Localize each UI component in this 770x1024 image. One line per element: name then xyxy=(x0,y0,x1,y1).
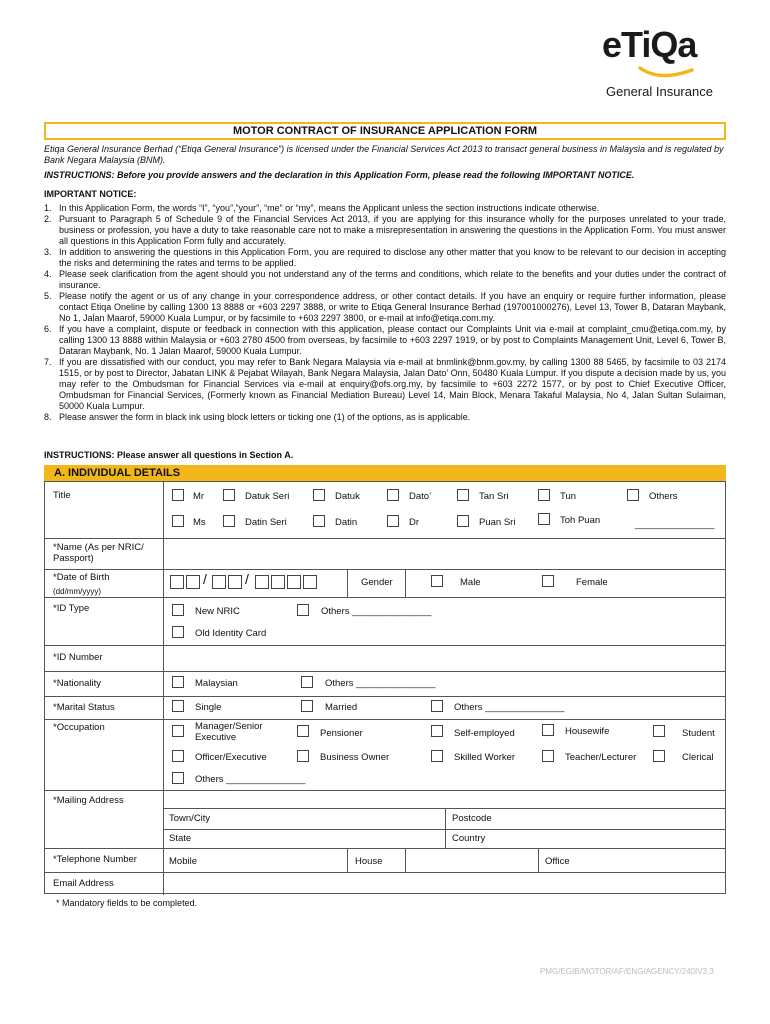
occupation-option: Officer/Executive xyxy=(195,752,267,763)
dob-day-box[interactable] xyxy=(186,575,200,589)
title-dr-checkbox[interactable] xyxy=(387,515,399,527)
title-option: Datuk Seri xyxy=(245,491,290,502)
marital-married-checkbox[interactable] xyxy=(301,700,313,712)
id-number-label: *ID Number xyxy=(53,652,103,663)
title-option: Datuk xyxy=(335,491,360,502)
mandatory-footnote: * Mandatory fields to be completed. xyxy=(56,898,198,908)
title-option: Tun xyxy=(560,491,577,502)
gender-option: Female xyxy=(576,577,608,588)
nationality-others-checkbox[interactable] xyxy=(301,676,313,688)
dob-month-box[interactable] xyxy=(212,575,226,589)
marital-option: Others _______________ xyxy=(454,702,565,713)
individual-details-form xyxy=(44,481,726,894)
instruction-notice: INSTRUCTIONS: Before you provide answers and the declaration in this Application Form, please read the following IMPORTANT NOTICE. xyxy=(44,170,635,180)
notice-item: 7. If you are dissatisfied with our conduct, you may refer to Bank Negara Malaysia via e-mail at bnmlink@bnm.gov.my, by calling 1300 88 5465, by facsimile to 03 2174 1515, or by post to Director, Jabatan LINK & Pejabat Wilayah, Bank Negara Malaysia, Jalan Dato’ Onn, 50480 Kuala Lumpur. If you dispute a decision made by us, you may refer to the Ombudsman for Financial Services via e-mail at enquiry@ofs.org.my, by facsimile to +603 2272 1577, or by post to Chief Executive Officer, Ombudsman for Financial Services, (Formerly known as Financial Mediation Bureau) Level 14, Main Block, Menara Takaful Malaysia, No 4, Jalan Sultan Sulaiman, 50000 Kuala Lumpur. xyxy=(44,357,726,411)
occupation-label: *Occupation xyxy=(53,722,105,733)
occupation-pensioner-checkbox[interactable] xyxy=(297,725,309,737)
occupation-officer-checkbox[interactable] xyxy=(172,750,184,762)
mailing-label: *Mailing Address xyxy=(53,795,124,806)
nationality-option: Malaysian xyxy=(195,678,238,689)
occupation-option: Housewife xyxy=(565,726,610,737)
logo-wordmark: eTiQa xyxy=(602,24,697,65)
title-option: Mr xyxy=(193,491,205,502)
id-new-nric-checkbox[interactable] xyxy=(172,604,184,616)
nationality-malaysian-checkbox[interactable] xyxy=(172,676,184,688)
form-title: MOTOR CONTRACT OF INSURANCE APPLICATION FORM xyxy=(44,122,726,140)
title-toh-puan-checkbox[interactable] xyxy=(538,513,550,525)
name-input[interactable] xyxy=(164,539,726,568)
occupation-teacher-checkbox[interactable] xyxy=(542,750,554,762)
logo-swoosh-icon xyxy=(600,64,720,84)
house-label: House xyxy=(355,856,383,867)
section-a-header: A. INDIVIDUAL DETAILS xyxy=(44,465,726,481)
occupation-self-employed-checkbox[interactable] xyxy=(431,725,443,737)
title-others-field[interactable]: _______________ xyxy=(635,519,715,530)
dob-separator: / xyxy=(245,571,249,587)
state-label: State xyxy=(169,833,192,844)
title-option: Datin Seri xyxy=(245,517,287,528)
notice-item: 5. Please notify the agent or us of any change in your correspondence address, or other contact details. If you have an enquiry or require further information, please contact Etiqa Oneline by calling 1300 13 8888 or +603 2297 3888, or write to Etiqa General Insurance Berhad (197001000276), Level 13, Tower B, Dataran Maybank, No 1, Jalan Maarof, 59000 Kuala Lumpur, or by facsimile to +603 2297 3800, or e-mail at info@etiqa.com.my. xyxy=(44,291,726,323)
gender-female-checkbox[interactable] xyxy=(542,575,554,587)
nationality-option: Others _______________ xyxy=(325,678,436,689)
occupation-option: Others _______________ xyxy=(195,774,306,785)
dob-year-box[interactable] xyxy=(271,575,285,589)
marital-others-checkbox[interactable] xyxy=(431,700,443,712)
id-type-label: *ID Type xyxy=(53,603,90,614)
dob-year-box[interactable] xyxy=(303,575,317,589)
occupation-skilled-worker-checkbox[interactable] xyxy=(431,750,443,762)
dob-separator: / xyxy=(203,571,207,587)
marital-label: *Marital Status xyxy=(53,702,115,713)
dob-label: *Date of Birth xyxy=(53,572,110,583)
notice-list xyxy=(44,203,726,423)
occupation-business-owner-checkbox[interactable] xyxy=(297,750,309,762)
gender-label: Gender xyxy=(361,577,393,588)
name-label: *Name (As per NRIC/ Passport) xyxy=(53,542,144,564)
title-mr-checkbox[interactable] xyxy=(172,489,184,501)
title-option: Dato’ xyxy=(409,491,432,502)
title-option: Dr xyxy=(409,517,420,528)
title-ms-checkbox[interactable] xyxy=(172,515,184,527)
occupation-option: Business Owner xyxy=(320,752,390,763)
gender-option: Male xyxy=(460,577,481,588)
title-option: Ms xyxy=(193,517,206,528)
id-number-input[interactable] xyxy=(164,646,726,670)
marital-single-checkbox[interactable] xyxy=(172,700,184,712)
title-option: Datin xyxy=(335,517,358,528)
title-datin-checkbox[interactable] xyxy=(313,515,325,527)
notice-heading: IMPORTANT NOTICE: xyxy=(44,189,137,199)
id-others-checkbox[interactable] xyxy=(297,604,309,616)
dob-format: (dd/mm/yyyy) xyxy=(53,587,101,596)
dob-day-box[interactable] xyxy=(170,575,184,589)
id-type-option: Old Identity Card xyxy=(195,628,267,639)
document-code: PMG/EGIB/MOTOR/AF/ENG/AGENCY/240IV3.3 xyxy=(540,967,714,976)
telephone-label: *Telephone Number xyxy=(53,854,137,865)
title-tan-sri-checkbox[interactable] xyxy=(457,489,469,501)
occupation-option: Student xyxy=(682,728,715,739)
dob-month-box[interactable] xyxy=(228,575,242,589)
title-dato-checkbox[interactable] xyxy=(387,489,399,501)
title-label: Title xyxy=(53,490,71,501)
notice-item: 2. Pursuant to Paragraph 5 of Schedule 9 of the Financial Services Act 2013, if you are applying for this insurance wholly for the purposes unrelated to your trade, business or profession, you have a duty to take reasonable care not to make a misrepresentation in answering the questions in the Application Form. You must answer all questions in this Application Form fully and accurately. xyxy=(44,214,726,246)
title-option: Puan Sri xyxy=(479,517,516,528)
notice-item: 3. In addition to answering the questions in this Application Form, you are required to disclose any other matter that you know to be relevant to our decision in accepting the risks and determining the rates and terms to be applied. xyxy=(44,247,726,268)
email-input[interactable] xyxy=(164,873,726,894)
notice-item: 8. Please answer the form in black ink using block letters or ticking one (1) of the options, as is applicable. xyxy=(44,412,471,422)
occupation-option: Manager/Senior Executive xyxy=(195,721,263,743)
mobile-label: Mobile xyxy=(169,856,197,867)
occupation-option: Pensioner xyxy=(320,728,363,739)
occupation-clerical-checkbox[interactable] xyxy=(653,750,665,762)
notice-item: 1. In this Application Form, the words “I”, “you”,”your”, “me” or “my”, means the Applicant unless the section instructions indicate otherwise. xyxy=(44,203,600,213)
dob-year-box[interactable] xyxy=(255,575,269,589)
title-option: Toh Puan xyxy=(560,515,601,526)
title-puan-sri-checkbox[interactable] xyxy=(457,515,469,527)
title-others-checkbox[interactable] xyxy=(627,489,639,501)
occupation-option: Self-employed xyxy=(454,728,515,739)
dob-year-box[interactable] xyxy=(287,575,301,589)
country-label: Country xyxy=(452,833,486,844)
instruction-section-a: INSTRUCTIONS: Please answer all questions in Section A. xyxy=(44,450,294,460)
title-tun-checkbox[interactable] xyxy=(538,489,550,501)
occupation-housewife-checkbox[interactable] xyxy=(542,724,554,736)
nationality-label: *Nationality xyxy=(53,678,102,689)
office-label: Office xyxy=(545,856,570,867)
occupation-option: Teacher/Lecturer xyxy=(565,752,637,763)
occupation-option: Clerical xyxy=(682,752,714,763)
town-label: Town/City xyxy=(169,813,211,824)
occupation-student-checkbox[interactable] xyxy=(653,725,665,737)
etiqa-logo xyxy=(600,24,726,104)
gender-male-checkbox[interactable] xyxy=(431,575,443,587)
occupation-manager-checkbox[interactable] xyxy=(172,725,184,737)
notice-item: 6. If you have a complaint, dispute or feedback in connection with this application, please contact our Complaints Unit via e-mail at complaint_cmu@etiqa.com.my, by calling 1300 13 8888 within Malaysia or +603 2780 4500 from overseas, by facsimile to +603 2297 1919, or by post to Complaints Management Unit, Level 6, Tower B, Dataran Maybank, No. 1 Jalan Maarof, 59000 Kuala Lumpur. xyxy=(44,324,726,356)
id-old-ic-checkbox[interactable] xyxy=(172,626,184,638)
postcode-label: Postcode xyxy=(452,813,492,824)
title-datin-seri-checkbox[interactable] xyxy=(223,515,235,527)
marital-option: Married xyxy=(325,702,358,713)
occupation-others-checkbox[interactable] xyxy=(172,772,184,784)
marital-option: Single xyxy=(195,702,222,713)
id-type-option: New NRIC xyxy=(195,606,240,617)
occupation-option: Skilled Worker xyxy=(454,752,516,763)
title-datuk-checkbox[interactable] xyxy=(313,489,325,501)
id-type-option: Others _______________ xyxy=(321,606,432,617)
notice-item: 4. Please seek clarification from the agent should you not understand any of the terms and conditions, which relate to the benefits and your duties under the contract of insurance. xyxy=(44,269,726,290)
title-datuk-seri-checkbox[interactable] xyxy=(223,489,235,501)
title-option: Tan Sri xyxy=(479,491,509,502)
logo-subtitle: General Insurance xyxy=(606,84,713,99)
title-option: Others xyxy=(649,491,678,502)
intro-text: Etiqa General Insurance Berhad (“Etiqa General Insurance”) is licensed under the Financial Services Act 2013 to transact general business in Malaysia and is regulated by Bank Negara Malaysia (BNM). xyxy=(44,144,724,165)
email-label: Email Address xyxy=(53,878,114,889)
